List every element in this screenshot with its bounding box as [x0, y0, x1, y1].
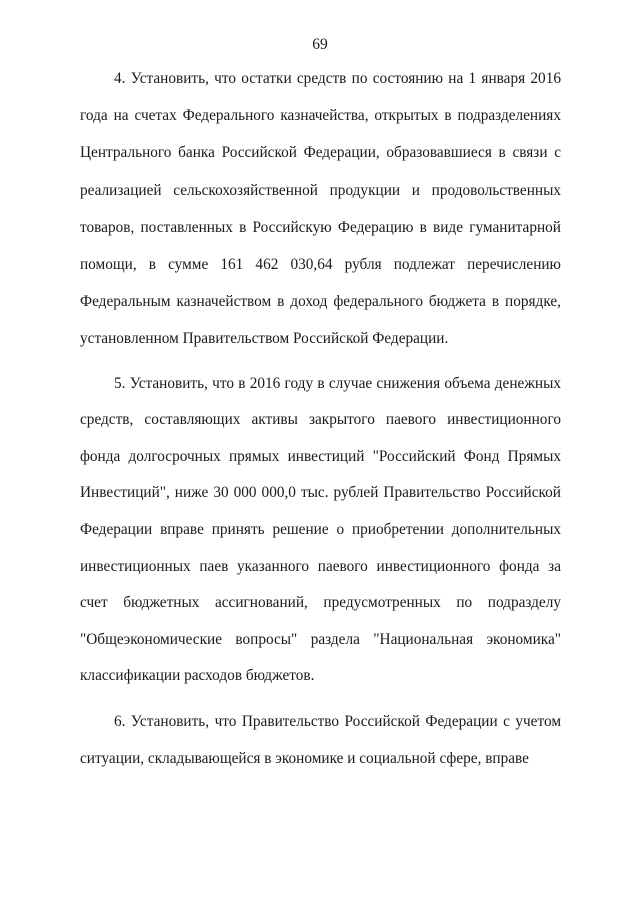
paragraph-6: 6. Установить, что Правительство Российской Федерации с учетом ситуации, складывающейся в экономике и социальной сфере, вправе: [80, 712, 561, 767]
paragraph-4: 4. Установить, что остатки средств по состоянию на 1 января 2016 года на счетах Федерального казначейства, открытых в подразделениях Центрального банка Российской Федерации, образовавшиеся в связи с реализацией сельскохозяйственной продукции и продовольственных товаров, поставленных в Российскую Федерацию в виде гуманитарной помощи, в сумме 161 462 030,64 рубля подлежат перечислению Федеральным казначейством в доход федерального бюджета в порядке, установленном Правительством Российской Федерации.: [80, 70, 561, 348]
page-number: 69: [312, 36, 328, 53]
paragraph-5: 5. Установить, что в 2016 году в случае снижения объема денежных средств, составляющих активы закрытого паевого инвестиционного фонда долгосрочных прямых инвестиций "Российский Фонд Прямых Инвестиций", ниже 30 000 000,0 тыс. рублей Правительство Российской Федерации вправе принять решение о приобретении дополнительных инвестиционных паев указанного паевого инвестиционного фонда за счет бюджетных ассигнований, предусмотренных по подразделу "Общеэкономические вопросы" раздела "Национальная экономика" классификации расходов бюджетов.: [80, 374, 561, 685]
document-body: [80, 60, 561, 785]
